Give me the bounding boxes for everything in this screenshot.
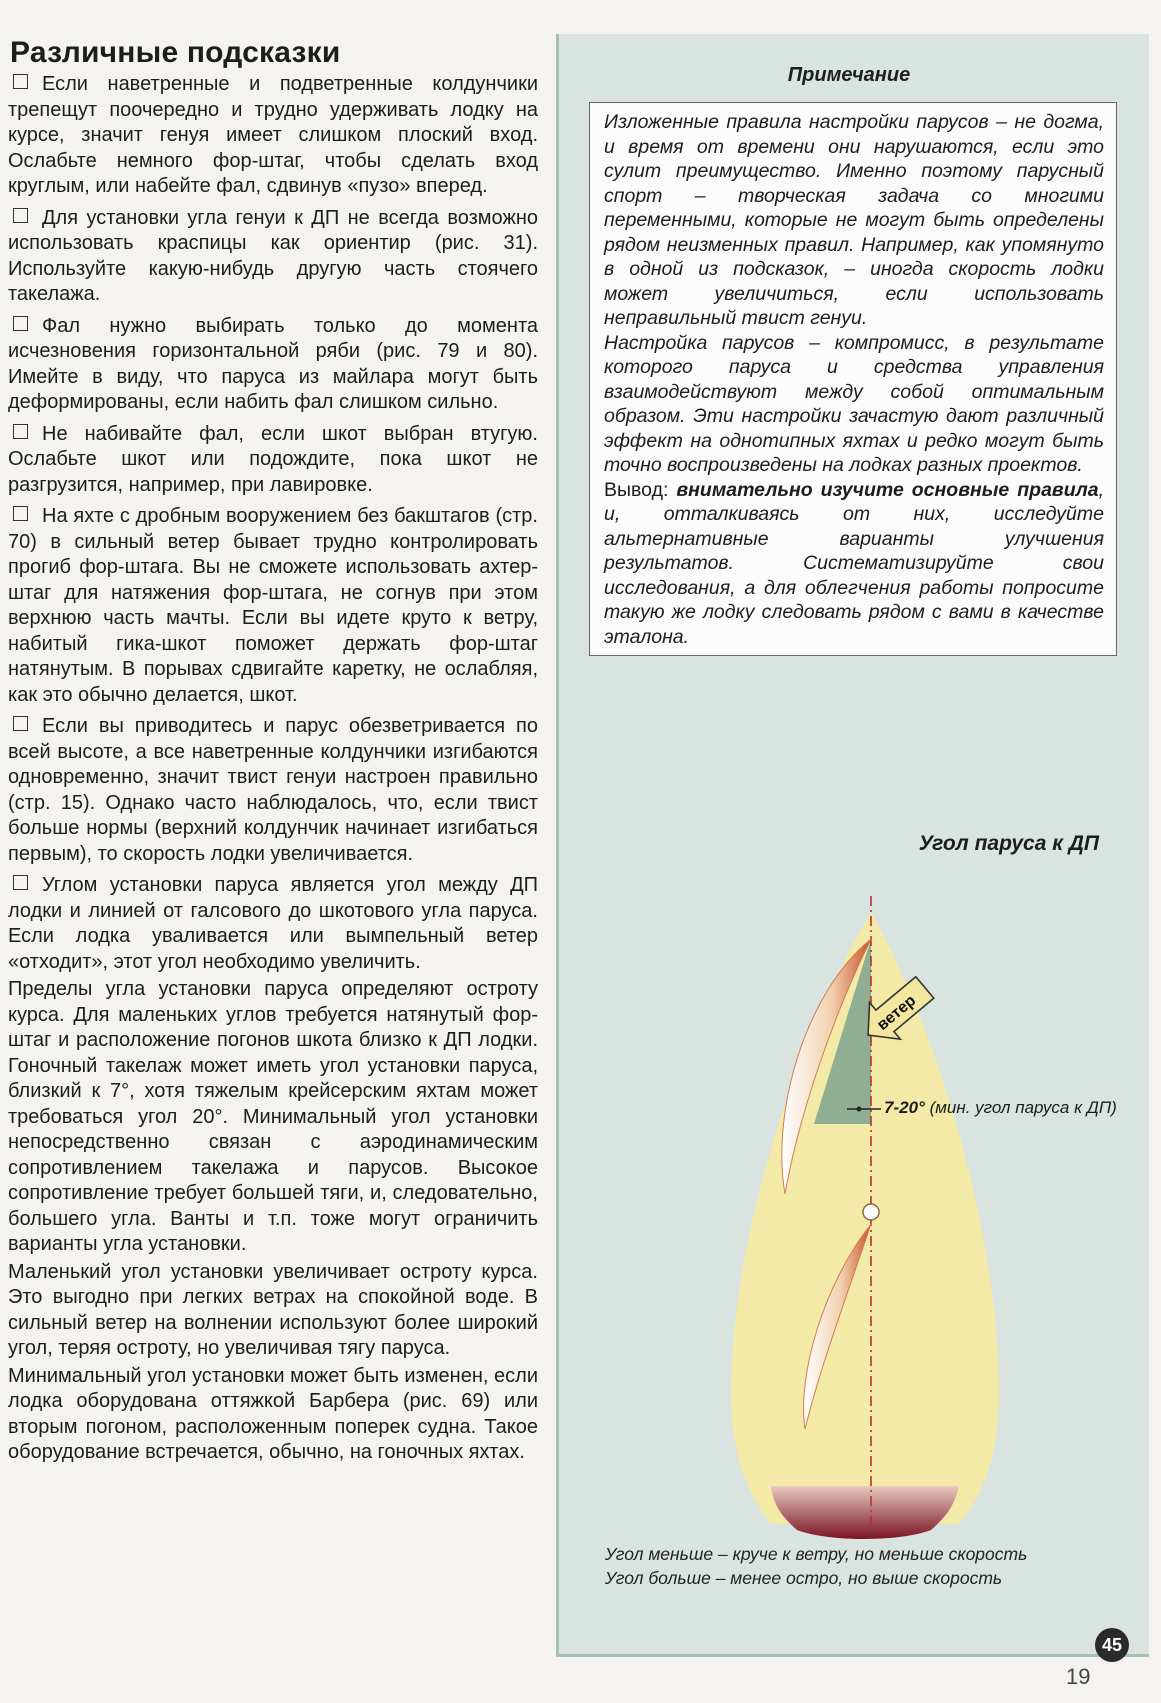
diagram-caption bbox=[605, 1542, 1027, 1590]
angle-note: (мин. угол паруса к ДП) bbox=[929, 1098, 1117, 1117]
body-paragraph: Минимальный угол установки может быть изменен, если лодка оборудована оттяжкой Барбера (рис. 69) или вторым погоном, расположенным поперек судна. Такое оборудование встречается, обычно, на гоночных яхтах. bbox=[8, 1364, 538, 1463]
sidebar-panel bbox=[556, 34, 1149, 1657]
tip-item: На яхте с дробным вооружением без бакштагов (стр. 70) в сильный ветер бывает трудно контролировать прогиб фор-штага. Вы не сможете использовать ахтер-штаг для натяжения фор-штага, не согнув при этом верхнюю часть мачты. Если вы идете круто к ветру, набитый гика-шкот поможет держать фор-штаг натянутым. В порывах сдвигайте каретку, не ослабляя, как это обычно делается, шкот. bbox=[8, 505, 538, 706]
tip-item: Углом установки паруса является угол между ДП лодки и линией от галсового до шкотового угла паруса. Если лодка уваливается или вымпельный ветер «отходит», этот угол необходимо увеличить. bbox=[8, 874, 538, 973]
checkbox-icon bbox=[13, 316, 28, 331]
tip-item: Не набивайте фал, если шкот выбран втугую. Ослабьте шкот или подождите, пока шкот не разгрузится, например, при лавировке. bbox=[8, 422, 538, 496]
diagram-title: Угол паруса к ДП bbox=[918, 832, 1099, 855]
conclusion-emphasis: внимательно изучите основные правила bbox=[676, 478, 1099, 501]
tip-item: Если наветренные и подветренные колдунчики трепещут поочередно и трудно удерживать лодку на курсе, значит генуя имеет слишком плоский вход. Ослабьте немного фор-штаг, чтобы сделать вход круглым, или набейте фал, сдвинув «пузо» вперед. bbox=[8, 73, 538, 197]
figure-number-badge: 45 bbox=[1095, 1628, 1129, 1662]
checkbox-icon bbox=[13, 424, 28, 439]
checkbox-icon bbox=[13, 74, 28, 89]
tip-item: Фал нужно выбирать только до момента исчезновения горизонтальной ряби (рис. 79 и 80). Имейте в виду, что паруса из майлара могут быть деформированы, если набить фал слишком сильно. bbox=[8, 314, 538, 413]
page-number: 19 bbox=[1066, 1664, 1091, 1689]
note-title: Примечание bbox=[787, 64, 911, 86]
body-paragraph: Маленький угол установки увеличивает остроту курса. Это выгодно при легких ветрах на спокойной воде. В сильный ветер на волнении используют более широкий угол, теряя остроту, но увеличивая тягу паруса. bbox=[8, 1260, 538, 1359]
checkbox-icon bbox=[13, 716, 28, 731]
stern-band bbox=[771, 1486, 959, 1539]
checkbox-icon bbox=[13, 506, 28, 521]
checkbox-icon bbox=[13, 875, 28, 890]
left-column bbox=[8, 36, 538, 1472]
checkbox-icon bbox=[13, 208, 28, 223]
angle-pointer-dot bbox=[857, 1107, 862, 1112]
caption-line: Угол меньше – круче к ветру, но меньше скорость bbox=[605, 1544, 1028, 1564]
note-paragraph: Изложенные правила настройки парусов – не догма, и время от времени они нарушаются, если это сулит преимущество. Именно поэтому парусный спорт – творческая задача со многими переменными, которые не могут быть определены рядом неизменных правил. Например, как упомянуто в одной из подсказок, – иногда скорость лодки может увеличиться, если использовать неправильный твист генуи. bbox=[604, 111, 1104, 329]
caption-line: Угол больше – менее остро, но выше скорость bbox=[605, 1568, 1003, 1588]
wind-label: ветер bbox=[874, 992, 920, 1034]
tip-item: Для установки угла генуи к ДП не всегда возможно использовать краспицы как ориентир (рис. 31). Используйте какую-нибудь другую часть стоячего такелажа. bbox=[8, 206, 538, 305]
conclusion-lead: Вывод: bbox=[604, 478, 669, 501]
tip-item: Если вы приводитесь и парус обезветривается по всей высоте, а все наветренные колдунчики изгибаются одновременно, значит твист генуи настроен правильно (стр. 15). Однако часто наблюдалось, что, если твист больше нормы (верхний колдунчик начинает изгибаться первым), то скорость лодки увеличивается. bbox=[8, 715, 538, 865]
angle-value: 7-20° bbox=[884, 1098, 925, 1117]
section-heading: Различные подсказки bbox=[10, 36, 341, 69]
note-paragraph: Настройка парусов – компромисс, в результате которого паруса и средства управления взаимодействуют между собой оптимальным образом. Эти настройки зачастую дают различный эффект на однотипных яхтах и редко могут быть точно воспроизведены на лодках разных проектов. bbox=[604, 331, 1104, 476]
mast-circle bbox=[863, 1204, 879, 1220]
conclusion-rest: , и, отталкиваясь от них, исследуйте альтернативные варианты улучшения результатов. Систематизируйте свои исследования, а для облегчения работы попросите такую же лодку следовать рядом с вами в качестве эталона. bbox=[604, 478, 1105, 648]
sail-angle-diagram bbox=[559, 34, 1149, 1654]
body-paragraph: Пределы угла установки паруса определяют остроту курса. Для маленьких углов требуется натянутый фор-штаг и расположение погонов шкота близко к ДП лодки. Гоночный такелаж может иметь угол установки паруса, близкий к 7°, хотя тяжелым крейсерским яхтам может требоваться угол 20°. Минимальный угол установки непосредственно связан с аэродинамическим сопротивлением такелажа и парусов. Высокое сопротивление требует большей тяги, и, следовательно, большего угла. Ванты и т.п. тоже могут ограничить варианты угла установки. bbox=[8, 978, 538, 1255]
angle-annotation bbox=[884, 1098, 1117, 1118]
